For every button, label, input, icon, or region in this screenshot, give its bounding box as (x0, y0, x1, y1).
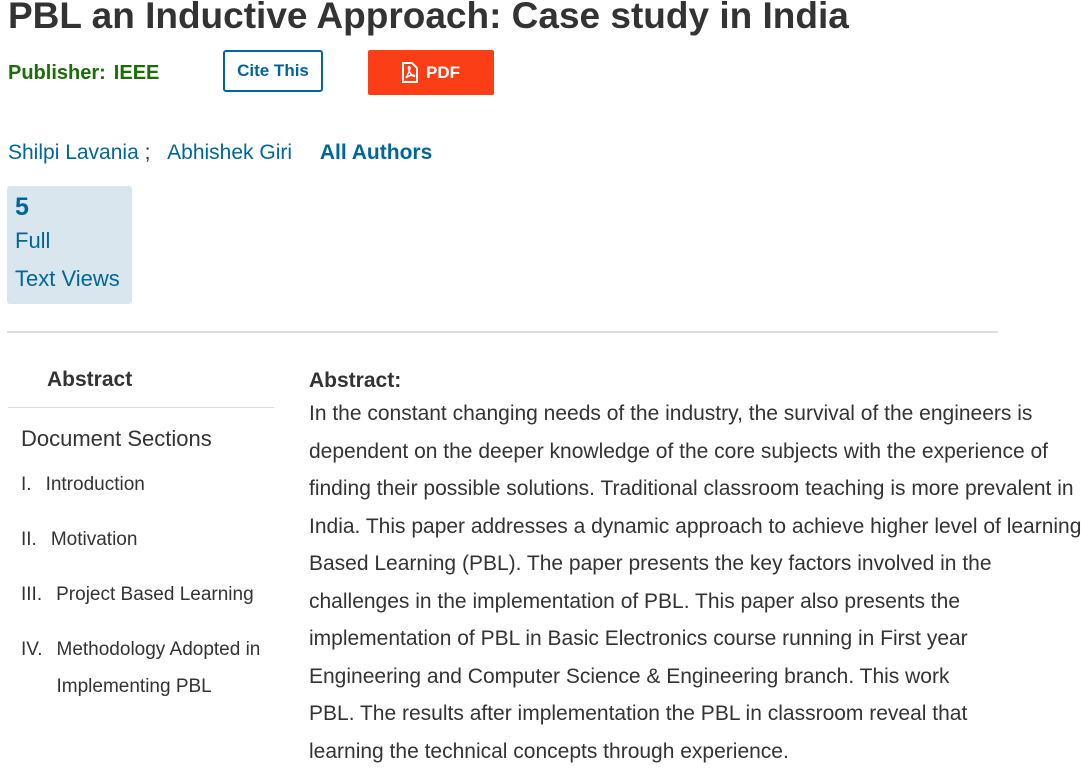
section-link-motivation[interactable] (8, 521, 274, 558)
section-number: I. (21, 466, 32, 503)
abstract-text-line: challenges in the implementation of PBL. This paper also presents the (309, 583, 998, 621)
full-text-views-metric[interactable] (7, 186, 132, 304)
section-label: Project Based Learning (56, 576, 274, 613)
section-divider (7, 331, 998, 333)
page-title: PBL an Inductive Approach: Case study in India (8, 0, 849, 38)
section-nav-list (8, 466, 274, 705)
author-link[interactable]: Shilpi Lavania (8, 141, 139, 164)
abstract-text-line: Based Learning (PBL). The paper presents the key factors involved in the (309, 545, 998, 583)
section-link-project-based-learning[interactable] (8, 576, 274, 613)
document-sections-heading: Document Sections (8, 426, 274, 466)
section-number: III. (21, 576, 42, 613)
author-link[interactable]: Abhishek Giri (167, 141, 292, 164)
pdf-button[interactable] (368, 50, 494, 95)
publisher-info (8, 62, 159, 85)
views-count: 5 (15, 192, 124, 222)
section-number: IV. (21, 631, 43, 705)
publisher-name: IEEE (114, 62, 160, 84)
pdf-file-icon (402, 62, 418, 83)
abstract-section (309, 367, 998, 770)
publisher-label: Publisher: (8, 62, 106, 84)
abstract-text-line: In the constant changing needs of the industry, the survival of the engineers is (309, 395, 998, 433)
abstract-text-line: Engineering and Computer Science & Engineering branch. This work (309, 658, 998, 696)
abstract-text-line: PBL. The results after implementation the PBL in classroom reveal that (309, 695, 998, 733)
document-sidebar (8, 360, 274, 705)
views-label-line2: Text Views (15, 260, 124, 298)
abstract-text-line: India. This paper addresses a dynamic approach to achieve higher level of learning (309, 508, 998, 546)
all-authors-link[interactable]: All Authors (320, 141, 432, 164)
pdf-button-label: PDF (426, 63, 460, 83)
section-number: II. (21, 521, 37, 558)
section-link-methodology[interactable] (8, 631, 274, 705)
section-link-introduction[interactable] (8, 466, 274, 503)
views-label-line1: Full (15, 222, 124, 260)
sidebar-abstract-link[interactable]: Abstract (8, 360, 274, 408)
abstract-text-line: finding their possible solutions. Traditional classroom teaching is more prevalent in (309, 470, 998, 508)
abstract-text-line: implementation of PBL in Basic Electronics course running in First year (309, 620, 998, 658)
author-list (8, 141, 432, 165)
abstract-text-line: learning the technical concepts through experience. (309, 733, 998, 770)
section-label: Methodology Adopted in Implementing PBL (57, 631, 275, 705)
abstract-heading: Abstract: (309, 367, 998, 395)
cite-this-button[interactable]: Cite This (223, 50, 323, 92)
author-separator: ; (145, 141, 151, 164)
section-label: Motivation (51, 521, 274, 558)
abstract-text-line: dependent on the deeper knowledge of the core subjects with the experience of (309, 433, 998, 471)
section-label: Introduction (46, 466, 274, 503)
